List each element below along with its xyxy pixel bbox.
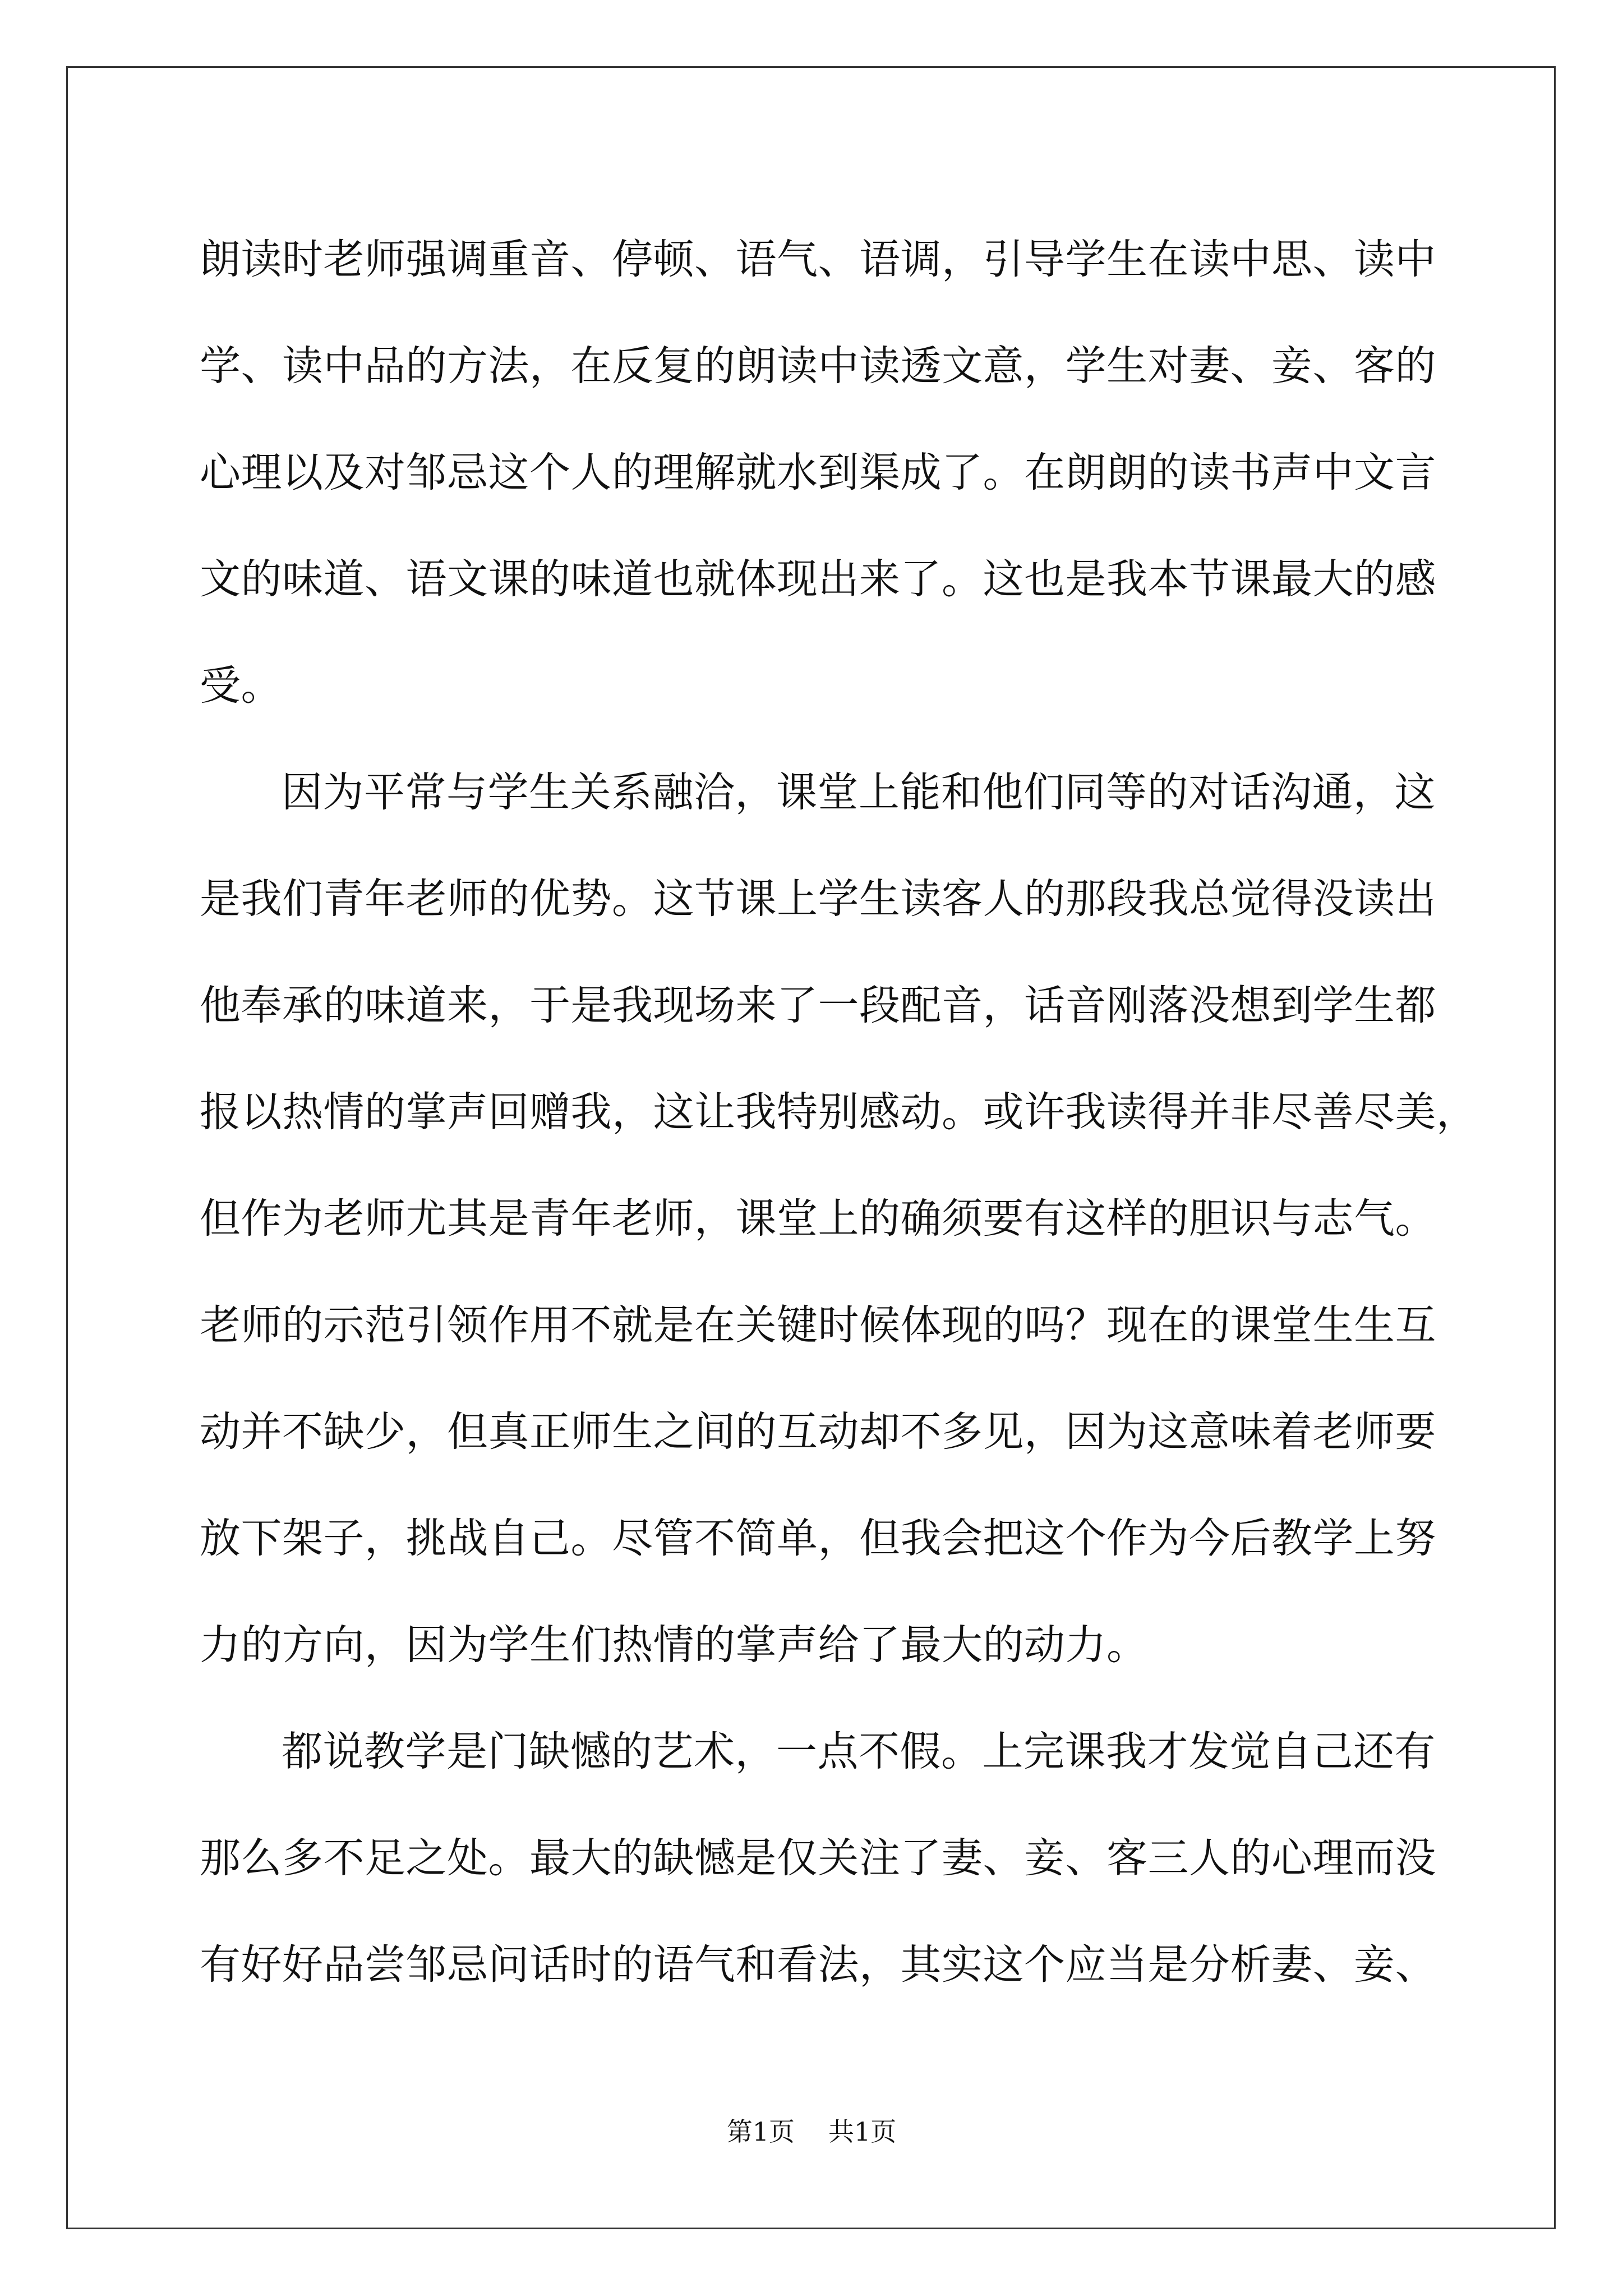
page-footer: [0, 2115, 1623, 2148]
text-line: 朗读时老师强调重音、停顿、语气、语调，引导学生在读中思、读中: [200, 236, 1436, 283]
text-line: 老师的示范引领作用不就是在关键时候体现的吗？现在的课堂生生互: [200, 1301, 1436, 1349]
text-line: 有好好品尝邹忌问话时的语气和看法，其实这个应当是分析妻、妾、: [200, 1941, 1436, 1989]
paragraph-start-line: 因为平常与学生关系融洽，课堂上能和他们同等的对话沟通，这: [282, 769, 1436, 816]
text-line: 受。: [200, 662, 282, 710]
text-line: 心理以及对邹忌这个人的理解就水到渠成了。在朗朗的读书声中文言: [200, 449, 1436, 496]
text-line: 文的味道、语文课的味道也就体现出来了。这也是我本节课最大的感: [200, 555, 1436, 603]
text-line: 动并不缺少，但真正师生之间的互动却不多见，因为这意味着老师要: [200, 1408, 1436, 1456]
text-line: 那么多不足之处。最大的缺憾是仅关注了妻、妾、客三人的心理而没: [200, 1834, 1436, 1882]
text-line: 学、读中品的方法，在反复的朗读中读透文意，学生对妻、妾、客的: [200, 342, 1436, 390]
text-line: 报以热情的掌声回赠我，这让我特别感动。或许我读得并非尽善尽美，: [200, 1088, 1478, 1136]
text-line: 放下架子，挑战自己。尽管不简单，但我会把这个作为今后教学上努: [200, 1515, 1436, 1562]
text-line: 力的方向，因为学生们热情的掌声给了最大的动力。: [200, 1621, 1148, 1669]
page-number: 第1页: [726, 2116, 795, 2147]
document-body: [200, 206, 1478, 2018]
text-line: 是我们青年老师的优势。这节课上学生读客人的那段我总觉得没读出: [200, 875, 1436, 923]
text-line: 但作为老师尤其是青年老师，课堂上的确须要有这样的胆识与志气。: [200, 1195, 1436, 1243]
text-line: 他奉承的味道来，于是我现场来了一段配音，话音刚落没想到学生都: [200, 982, 1436, 1029]
page-total: 共1页: [828, 2116, 897, 2147]
paragraph-start-line: 都说教学是门缺憾的艺术，一点不假。上完课我才发觉自己还有: [282, 1728, 1436, 1775]
